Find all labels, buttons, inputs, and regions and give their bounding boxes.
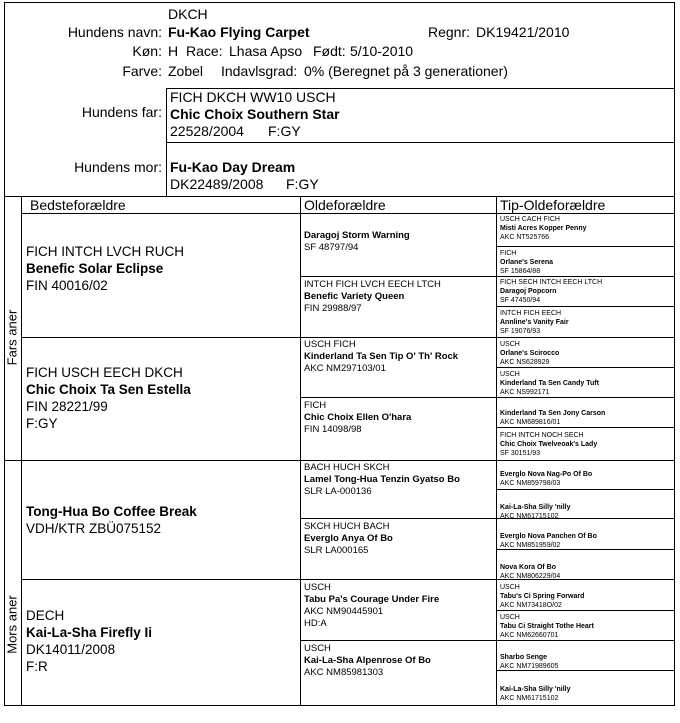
gggp-7-name: Kinderland Ta Sen Jony Carson (500, 410, 606, 417)
ggp-6-titles: SKCH HUCH BACH (304, 521, 390, 532)
gggp-3-name: Daragoj Popcorn (500, 288, 557, 295)
father-hd: F:GY (268, 123, 301, 139)
gggp-8-titles: FICH INTCH NOCH SECH (500, 432, 584, 439)
gggp-15-name: Sharbo Senge (500, 654, 548, 661)
born-value: 5/10-2010 (350, 43, 414, 59)
grandparent-2-hd: F:GY (26, 416, 58, 431)
gggp-6-name: Kinderland Ta Sen Candy Tuft (500, 380, 599, 387)
grandparent-2-reg: FIN 28221/99 (26, 399, 108, 414)
inbreeding-label: Indavlsgrad: (221, 63, 298, 79)
grandparent-2-titles: FICH USCH EECH DKCH (26, 365, 183, 380)
ggp-8-titles: USCH (304, 643, 331, 654)
gggp-14-reg: AKC NM62660701 (500, 632, 559, 639)
color-label: Farve: (122, 63, 162, 79)
gggp-6-reg: AKC NS992171 (500, 389, 550, 396)
ggp-7-extra: HD:A (304, 618, 327, 629)
ggp-5-name: Lamel Tong-Hua Tenzin Gyatso Bo (304, 474, 460, 485)
gggp-3-reg: SF 47450/94 (500, 297, 541, 304)
ggp-2-titles: INTCH FICH LVCH EECH LTCH (304, 279, 441, 290)
father-name: Chic Choix Southern Star (170, 106, 340, 122)
name-label: Hundens navn: (67, 24, 162, 40)
mother-name: Fu-Kao Day Dream (170, 159, 296, 175)
ggp-4-name: Chic Choix Ellen O'hara (304, 412, 412, 423)
gggp-9-name: Everglo Nova Nag-Po Of Bo (500, 471, 593, 478)
gggp-9-reg: AKC NM859798/03 (500, 480, 561, 487)
gggp-11-reg: AKC NM851959/02 (500, 542, 561, 549)
gggp-7-reg: AKC NM689816/01 (500, 419, 561, 426)
gggp-2-name: Orlane's Serena (500, 259, 554, 266)
grandparent-3-reg: VDH/KTR ZBÜ075152 (26, 521, 162, 536)
gggp-12-reg: AKC NM806229/04 (500, 573, 561, 580)
grandparent-3-name: Tong-Hua Bo Coffee Break (26, 504, 197, 519)
grandparent-1-reg: FIN 40016/02 (26, 278, 108, 293)
gggp-2-reg: SF 15864/88 (500, 268, 541, 275)
gggp-16-reg: AKC NM61715102 (500, 695, 559, 702)
ggp-7-titles: USCH (304, 582, 331, 593)
ggp-4-reg: FIN 14098/98 (304, 424, 362, 435)
grandparent-2-name: Chic Choix Ta Sen Estella (26, 382, 191, 397)
ggp-8-reg: AKC NM85981303 (304, 667, 384, 678)
dog-title-prefix: DKCH (168, 6, 208, 22)
gggp-4-reg: SF 19076/93 (500, 328, 541, 335)
race-label: Race: (186, 43, 223, 59)
gggp-15-reg: AKC NM71989605 (500, 663, 559, 670)
dog-name: Fu-Kao Flying Carpet (168, 24, 310, 40)
ggp-5-reg: SLR LA-000136 (304, 486, 372, 497)
gggp-8-name: Chic Choix Twelveoak's Lady (500, 441, 598, 448)
gggp-12-name: Nova Kora Of Bo (500, 564, 557, 571)
father-label: Hundens far: (81, 104, 162, 120)
col-header-grandparents: Bedsteforældre (30, 197, 126, 213)
gggp-16-name: Kai-La-Sha Silly 'nilly (500, 686, 571, 693)
gggp-13-reg: AKC NM73418O/02 (500, 602, 562, 609)
ggp-4-titles: FICH (304, 400, 327, 411)
gggp-10-reg: AKC NM61715102 (500, 513, 559, 520)
gggp-11-name: Everglo Nova Panchen Of Bo (500, 533, 597, 540)
father-reg: 22528/2004 (170, 123, 244, 139)
gggp-8-reg: SF 30151/93 (500, 450, 541, 457)
gggp-1-titles: USCH CACH FICH (500, 216, 560, 223)
mother-label: Hundens mor: (74, 159, 162, 175)
sex-value: H (168, 43, 179, 59)
born-label: Født: (313, 43, 346, 59)
ggp-7-reg: AKC NM90445901 (304, 606, 384, 617)
inbreeding-value: 0% (Beregnet på 3 generationer) (304, 63, 508, 79)
gggp-13-titles: USCH (500, 584, 520, 591)
gggp-2-titles: FICH (500, 250, 517, 257)
gggp-13-name: Tabu's Ci Spring Forward (500, 593, 585, 600)
ggp-3-name: Kinderland Ta Sen Tip O' Th' Rock (304, 351, 459, 362)
ggp-1-reg: SF 48797/94 (304, 242, 359, 253)
grandparent-4-hd: F:R (26, 659, 48, 674)
gggp-14-name: Tabu Ci Straight Tothe Heart (500, 623, 594, 630)
ggp-6-name: Everglo Anya Of Bo (304, 533, 393, 544)
grandparent-4-titles: DECH (26, 608, 65, 623)
ggp-3-titles: USCH FICH (304, 339, 356, 350)
ggp-2-name: Benefic Variety Queen (304, 291, 405, 302)
grandparent-1-name: Benefic Solar Eclipse (26, 261, 164, 276)
gggp-14-titles: USCH (500, 614, 520, 621)
gggp-10-name: Kai-La-Sha Silly 'nilly (500, 504, 571, 511)
gggp-5-titles: USCH (500, 341, 520, 348)
side-label-father: Fars aner (4, 309, 20, 366)
gggp-5-name: Orlane's Scirocco (500, 350, 560, 357)
gggp-1-reg: AKC NT525766 (500, 234, 550, 241)
side-label-mother: Mors aner (4, 595, 20, 654)
color-value: Zobel (168, 63, 204, 79)
grandparent-4-reg: DK14011/2008 (26, 642, 116, 657)
gggp-6-titles: USCH (500, 371, 520, 378)
ggp-5-titles: BACH HUCH SKCH (304, 462, 390, 473)
grandparent-4-name: Kai-La-Sha Firefly Ii (26, 625, 153, 640)
gggp-4-titles: INTCH FICH EECH (500, 310, 562, 317)
grandparent-1-titles: FICH INTCH LVCH RUCH (26, 244, 184, 259)
race-value: Lhasa Apso (229, 43, 303, 59)
gggp-3-titles: FICH SECH INTCH EECH LTCH (500, 279, 603, 286)
ggp-6-reg: SLR LA000165 (304, 545, 369, 556)
col-header-great-grandparents: Oldeforældre (304, 197, 386, 213)
ggp-1-name: Daragoj Storm Warning (304, 230, 410, 241)
regnr-label: Regnr: (428, 24, 471, 40)
gggp-4-name: Annline's Vanity Fair (500, 319, 569, 326)
mother-hd: F:GY (286, 176, 319, 192)
mother-reg: DK22489/2008 (170, 176, 264, 192)
gggp-5-reg: AKC NS628929 (500, 359, 550, 366)
gggp-1-name: Misti Acres Kopper Penny (500, 225, 587, 232)
ggp-2-reg: FIN 29988/97 (304, 303, 362, 314)
father-titles: FICH DKCH WW10 USCH (170, 89, 336, 105)
sex-label: Køn: (132, 43, 162, 59)
ggp-8-name: Kai-La-Sha Alpenrose Of Bo (304, 655, 431, 666)
col-header-great-great-grandparents: Tip-Oldeforældre (500, 197, 606, 213)
ggp-7-name: Tabu Pa's Courage Under Fire (304, 594, 440, 605)
regnr-value: DK19421/2010 (476, 24, 570, 40)
ggp-3-reg: AKC NM297103/01 (304, 363, 386, 374)
